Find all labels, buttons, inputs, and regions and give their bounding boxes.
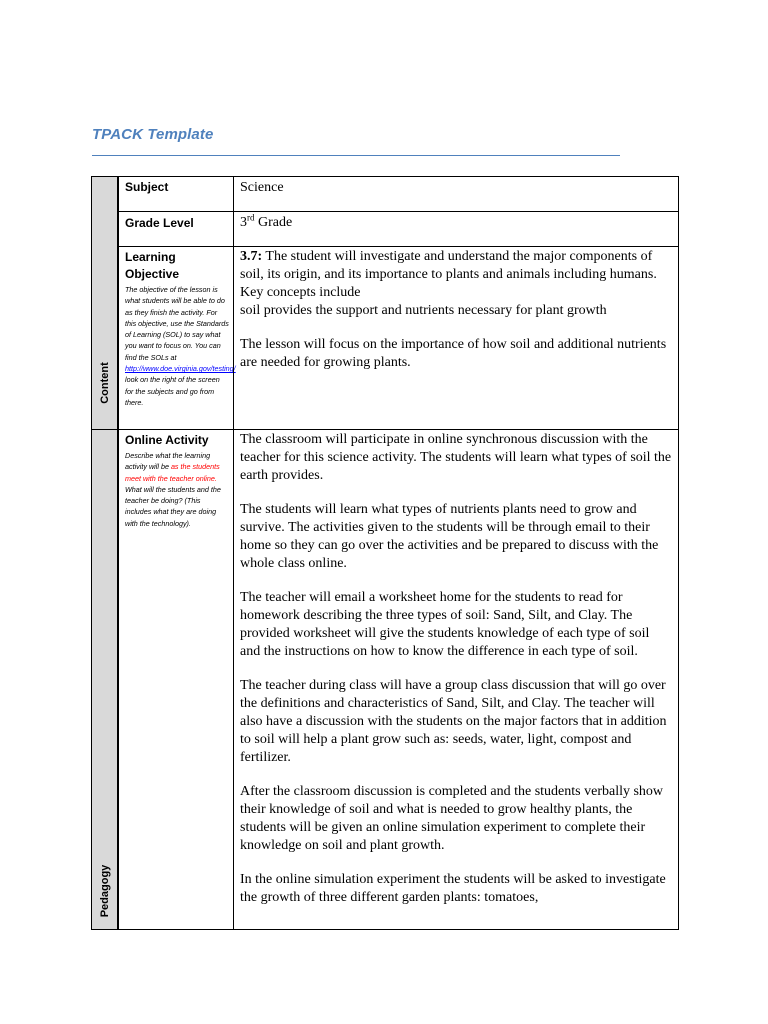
online-hint: [125, 450, 227, 529]
subject-value-cell: [233, 176, 679, 212]
content-section-bar: [91, 176, 118, 430]
grade-value-rest: Grade: [254, 215, 293, 230]
sol-link[interactable]: http://www.doe.virginia.gov/testing/: [125, 364, 236, 374]
online-hint-emphasis: as the students meet with the teacher online.: [125, 462, 220, 483]
grade-value-cell: [233, 211, 679, 247]
online-paragraph: The teacher during class will have a group class discussion that will go over the definitions and characteristics of Sand, Silt, and Clay. The teacher will also have a discussion with the students on the major factors that in addition to soil will help a plant grow such as: seeds, water, light, compost and fertilizer.: [240, 678, 667, 765]
online-hint-text-end: What will the students and the teacher be doing? (This includes what they are doing with the technology).: [125, 484, 221, 528]
objective-key-concept: soil provides the support and nutrients necessary for plant growth: [240, 303, 607, 318]
objective-label-cell: [118, 246, 234, 430]
online-value-cell: [233, 429, 679, 930]
subject-label-cell: [118, 176, 234, 212]
pedagogy-section-label: Pedagogy: [98, 864, 111, 918]
grade-value-number: 3: [240, 215, 247, 230]
online-paragraph: The students will learn what types of nutrients plants need to grow and survive. The activities given to the students will be through email to their home so they can go over the activities and be prepared to discuss with the whole class online.: [240, 502, 659, 571]
online-label: Online Activity: [125, 433, 209, 447]
objective-code: 3.7:: [240, 249, 263, 264]
subject-value: Science: [240, 180, 284, 195]
pedagogy-section-bar: [91, 429, 118, 930]
objective-value-cell: [233, 246, 679, 430]
grade-value-suffix: rd: [247, 212, 255, 223]
objective-hint-text-end: look on the right of the screen for the subjects and go from there.: [125, 375, 220, 407]
title-underline: [92, 155, 620, 156]
content-section-label: Content: [98, 362, 111, 404]
objective-standard-text: The student will investigate and understand the major components of soil, its origin, and its importance to plants and animals including humans. Key concepts include: [240, 249, 657, 300]
grade-label-cell: [118, 211, 234, 247]
objective-label: Learning Objective: [125, 250, 180, 281]
grade-label: Grade Level: [125, 216, 194, 230]
objective-hint: [125, 284, 236, 408]
online-hint-text: Describe what the learning activity will be: [125, 451, 211, 472]
document-title: TPACK Template: [92, 126, 214, 143]
objective-focus: The lesson will focus on the importance of how soil and additional nutrients are needed for growing plants.: [240, 337, 667, 370]
online-label-cell: [118, 429, 234, 930]
online-paragraph: The classroom will participate in online synchronous discussion with the teacher for this science activity. The students will learn what types of soil the earth provides.: [240, 432, 672, 483]
objective-standard: [240, 248, 672, 302]
online-paragraph: In the online simulation experiment the students will be asked to investigate the growth of three different garden plants: tomatoes,: [240, 872, 666, 905]
subject-label: Subject: [125, 180, 169, 194]
online-paragraph: After the classroom discussion is completed and the students verbally show their knowledge of soil and what is needed to grow healthy plants, the students will be given an online simulation experiment to complete their knowledge on soil and plant growth.: [240, 784, 664, 853]
objective-hint-text: The objective of the lesson is what students will be able to do as they finish the activity. For this objective, use the Standards of Learning (SOL) to say what you want to focus on. You can find the SOLs at: [125, 285, 229, 362]
online-paragraph: The teacher will email a worksheet home for the students to read for homework describing the three types of soil: Sand, Silt, and Clay. The provided worksheet will give the students knowledge of each type of soil and the instructions on how to know the difference in each type of soil.: [240, 590, 650, 659]
